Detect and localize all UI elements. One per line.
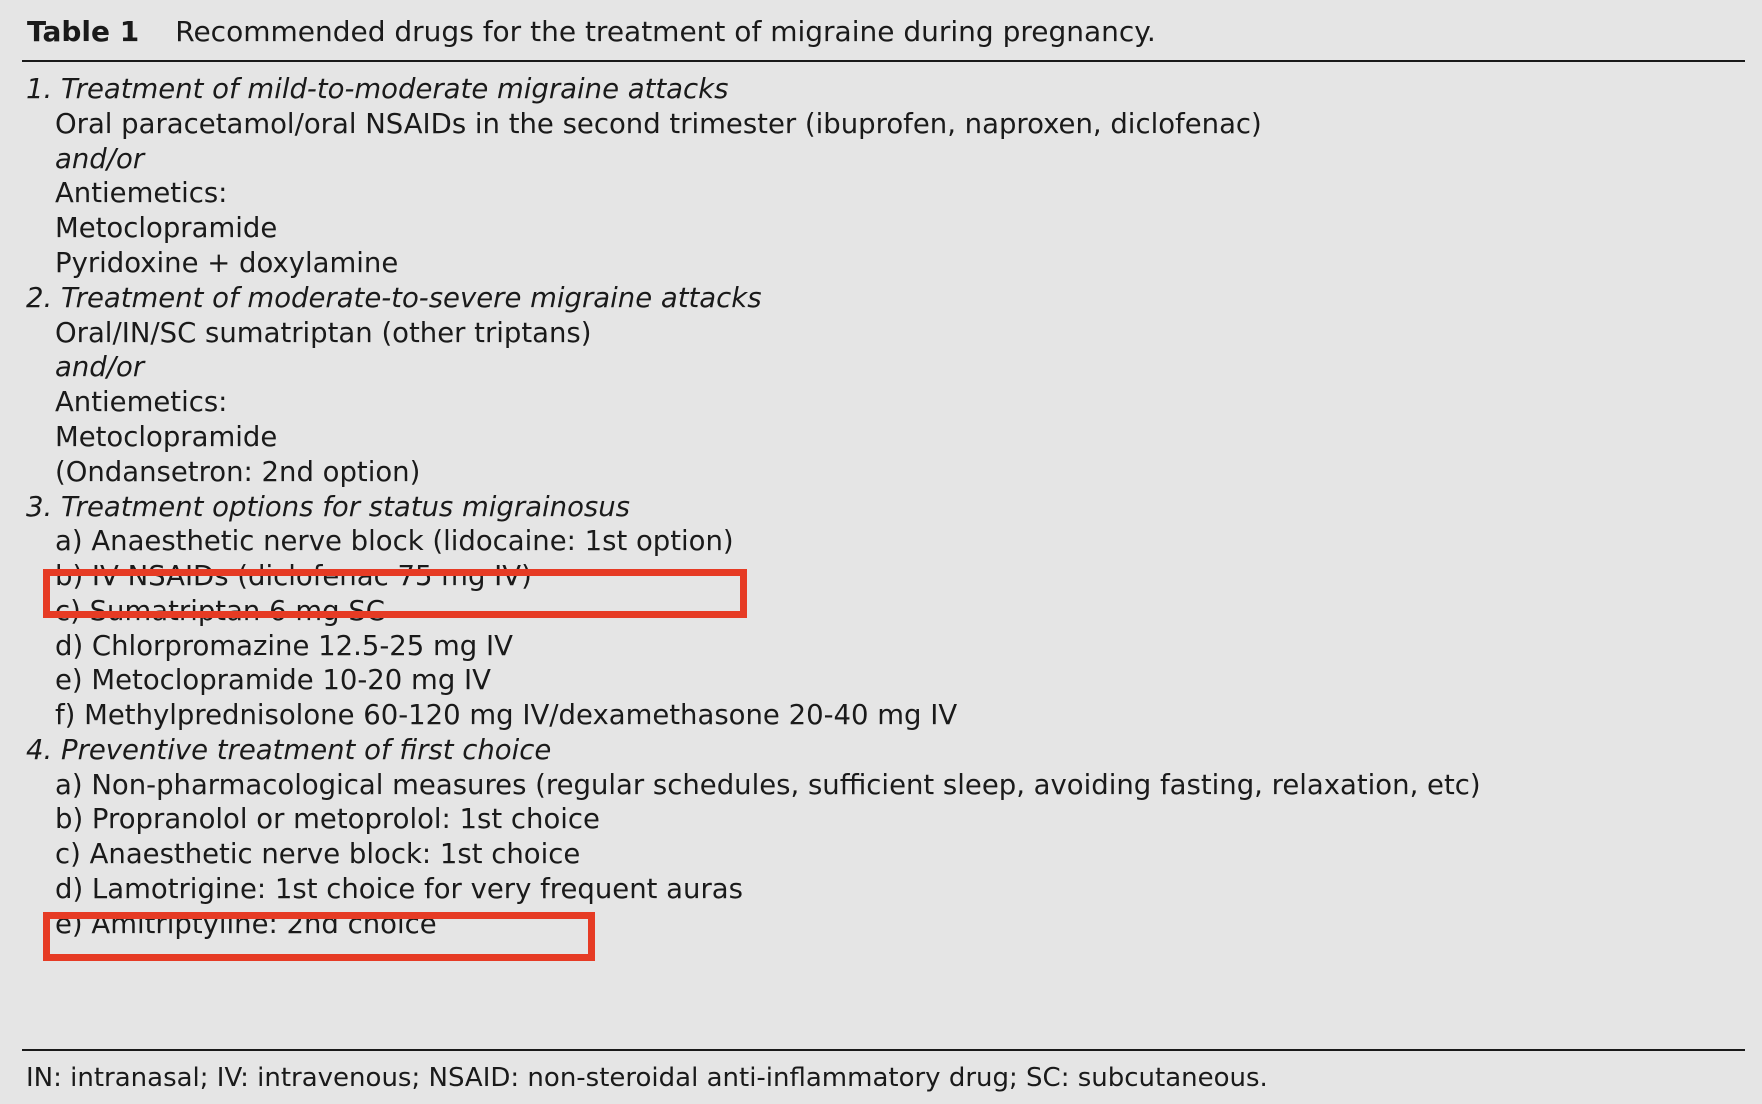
list-item: Metoclopramide — [55, 421, 278, 453]
list-item: Antiemetics: — [55, 177, 228, 209]
list-item: e) Metoclopramide 10-20 mg IV — [55, 664, 491, 696]
list-item: Pyridoxine + doxylamine — [55, 247, 399, 279]
list-item: Oral paracetamol/oral NSAIDs in the second trimester (ibuprofen, naproxen, diclofenac) — [55, 108, 1262, 140]
table-label: Table 1 — [27, 15, 140, 48]
bottom-rule — [22, 1049, 1745, 1051]
highlight-box-status-migrainosus-nerve-block — [43, 569, 747, 618]
list-item: e) Amitriptyline: 2nd choice — [55, 908, 437, 940]
list-item: a) Non-pharmacological measures (regular schedules, sufficient sleep, avoiding fasting, relaxation, etc) — [55, 769, 1481, 801]
list-item: c) Sumatriptan 6 mg SC — [55, 595, 385, 627]
list-item: Oral/IN/SC sumatriptan (other triptans) — [55, 317, 592, 349]
table-footnote: IN: intranasal; IV: intravenous; NSAID: non-steroidal anti-inflammatory drug; SC: subcutaneous. — [26, 1063, 1268, 1093]
list-item: and/or — [55, 143, 145, 175]
list-item-highlighted: c) Anaesthetic nerve block: 1st choice — [55, 838, 581, 870]
list-item: b) Propranolol or metoprolol: 1st choice — [55, 803, 600, 835]
list-item: b) IV NSAIDs (diclofenac 75 mg IV) — [55, 560, 532, 592]
list-item: Antiemetics: — [55, 386, 228, 418]
highlight-box-preventive-nerve-block — [43, 912, 595, 961]
list-item: f) Methylprednisolone 60-120 mg IV/dexamethasone 20-40 mg IV — [55, 699, 958, 731]
list-item: d) Chlorpromazine 12.5-25 mg IV — [55, 630, 513, 662]
section-heading: 3. Treatment options for status migrainosus — [26, 491, 631, 523]
list-item: d) Lamotrigine: 1st choice for very frequent auras — [55, 873, 743, 905]
table-title: Recommended drugs for the treatment of migraine during pregnancy. — [175, 15, 1156, 48]
section-heading: 2. Treatment of moderate-to-severe migraine attacks — [26, 282, 762, 314]
list-item: (Ondansetron: 2nd option) — [55, 456, 421, 488]
list-item: Metoclopramide — [55, 212, 278, 244]
section-heading: 4. Preventive treatment of first choice — [26, 734, 552, 766]
section-heading: 1. Treatment of mild-to-moderate migraine attacks — [26, 73, 729, 105]
list-item: and/or — [55, 351, 145, 383]
top-rule — [22, 60, 1745, 62]
list-item-highlighted: a) Anaesthetic nerve block (lidocaine: 1st option) — [55, 525, 734, 557]
table-caption — [27, 12, 1156, 52]
